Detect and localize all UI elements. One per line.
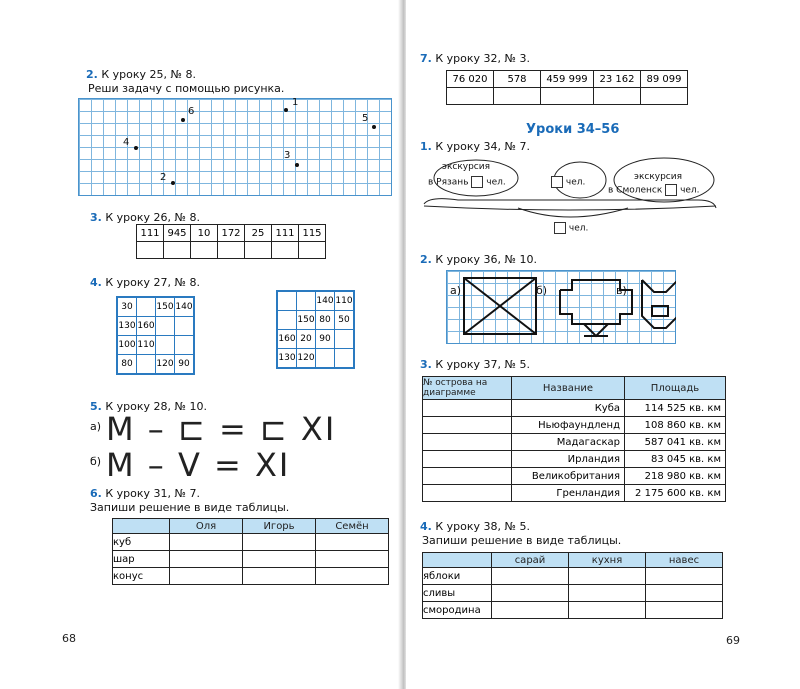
table-cell	[641, 88, 688, 105]
point-1	[284, 108, 288, 112]
table-cell	[423, 451, 512, 468]
table-row	[423, 417, 726, 434]
table-cell: Великобритания	[512, 468, 625, 485]
table-cell: смородина	[423, 602, 492, 619]
table-cell	[316, 568, 389, 585]
ex6-number: 6.	[90, 487, 102, 500]
table-cell	[316, 551, 389, 568]
table-cell: 130	[277, 349, 297, 369]
point-label-5: 5	[362, 113, 369, 124]
table-cell: 89 099	[641, 71, 688, 88]
ex2-subtitle: Реши задачу с помощью рисунка.	[88, 82, 285, 95]
table-cell	[423, 434, 512, 451]
point-label-2: 2	[160, 172, 167, 183]
table-row	[423, 434, 726, 451]
table-cell: 50	[335, 311, 355, 330]
table-cell	[569, 568, 646, 585]
table-cell	[569, 585, 646, 602]
ex4r-answer-table	[422, 552, 723, 619]
table-header: навес	[646, 553, 723, 568]
table-header: Оля	[170, 519, 243, 534]
ex1-right-label-top: экскурсия	[634, 172, 683, 182]
ex4-number: 4.	[90, 276, 102, 289]
ex6-answer-table	[112, 518, 389, 585]
fig-c-label: в)	[616, 284, 627, 297]
ex7-number: 7.	[420, 52, 432, 65]
table-cell: 111	[272, 225, 299, 242]
table-cell: 150	[156, 297, 175, 317]
table-cell	[492, 568, 569, 585]
ex5-number: 5.	[90, 400, 102, 413]
table-row	[423, 400, 726, 417]
ex2-number: 2.	[86, 68, 98, 81]
table-cell: 114 525 кв. км	[625, 400, 726, 417]
table-cell: 108 860 кв. км	[625, 417, 726, 434]
table-cell: конус	[113, 568, 170, 585]
table-cell	[447, 88, 494, 105]
point-4	[134, 146, 138, 150]
ex2r-title: К уроку 36, № 10.	[435, 253, 537, 266]
table-row	[423, 568, 723, 585]
table-cell	[175, 317, 195, 336]
table-cell	[646, 602, 723, 619]
table-cell	[170, 551, 243, 568]
table-header: Игорь	[243, 519, 316, 534]
ex7-number-table	[446, 70, 688, 105]
table-cell: 578	[494, 71, 541, 88]
table-row	[113, 534, 389, 551]
answer-box[interactable]	[554, 222, 566, 234]
table-cell	[494, 88, 541, 105]
ex1-right-label	[608, 184, 700, 196]
table-cell: 459 999	[541, 71, 594, 88]
table-cell: 10	[191, 225, 218, 242]
table-row	[447, 88, 688, 105]
table-cell	[137, 242, 164, 259]
ex5-a-label: а)	[90, 420, 102, 433]
table-row	[277, 330, 354, 349]
table-cell	[569, 602, 646, 619]
page-number-right: 69	[726, 634, 740, 647]
section-title: Уроки 34–56	[526, 122, 620, 137]
table-cell	[170, 534, 243, 551]
table-cell	[277, 311, 297, 330]
table-cell	[646, 585, 723, 602]
table-header: Семён	[316, 519, 389, 534]
ex1-right-unit: чел.	[680, 185, 700, 196]
table-cell	[137, 355, 156, 375]
point-label-3: 3	[284, 150, 291, 161]
table-cell	[156, 336, 175, 355]
table-cell: 140	[316, 291, 335, 311]
table-row	[113, 519, 389, 534]
table-cell	[245, 242, 272, 259]
table-cell: куб	[113, 534, 170, 551]
table-cell: Мадагаскар	[512, 434, 625, 451]
point-3	[295, 163, 299, 167]
islands-table	[422, 376, 726, 502]
fig-a-label: а)	[450, 284, 462, 297]
ex1-title: К уроку 34, № 7.	[435, 140, 530, 153]
answer-box[interactable]	[471, 176, 483, 188]
table-cell	[423, 417, 512, 434]
table-cell: 83 045 кв. км	[625, 451, 726, 468]
table-cell	[316, 534, 389, 551]
point-5	[372, 125, 376, 129]
point-6	[181, 118, 185, 122]
table-row	[423, 553, 723, 568]
table-cell	[594, 88, 641, 105]
table-cell: Гренландия	[512, 485, 625, 502]
table-row	[423, 377, 726, 400]
table-cell: яблоки	[423, 568, 492, 585]
table-cell: 110	[137, 336, 156, 355]
right-page	[406, 0, 800, 689]
page-number-left: 68	[62, 632, 76, 645]
table-cell	[170, 568, 243, 585]
table-cell: 90	[316, 330, 335, 349]
table-header: кухня	[569, 553, 646, 568]
ex1-middle	[551, 176, 585, 188]
table-cell	[137, 297, 156, 317]
table-row	[117, 297, 194, 317]
ex7-title: К уроку 32, № 3.	[435, 52, 530, 65]
table-cell: 25	[245, 225, 272, 242]
table-row	[423, 602, 723, 619]
table-cell: 130	[117, 317, 137, 336]
table-cell: Ньюфаундленд	[512, 417, 625, 434]
table-row	[113, 551, 389, 568]
table-cell: 587 041 кв. км	[625, 434, 726, 451]
table-cell: 172	[218, 225, 245, 242]
ex3r-header	[420, 358, 530, 371]
matchstick-figures	[446, 270, 676, 344]
ex4-title: К уроку 27, № 8.	[105, 276, 200, 289]
table-cell	[164, 242, 191, 259]
table-header	[113, 519, 170, 534]
table-cell	[646, 568, 723, 585]
ex1-header	[420, 140, 530, 153]
table-cell	[243, 568, 316, 585]
table-cell	[175, 336, 195, 355]
ex4r-header	[420, 520, 530, 533]
table-cell	[492, 585, 569, 602]
table-cell	[541, 88, 594, 105]
table-cell: 80	[117, 355, 137, 375]
table-cell	[272, 242, 299, 259]
ex2r-header	[420, 253, 537, 266]
ex1-bottom	[554, 222, 588, 234]
matchstick-equation-a: M – ⊏ = ⊏ XI	[106, 410, 337, 448]
ex5-b-label: б)	[90, 455, 102, 468]
table-cell: Ирландия	[512, 451, 625, 468]
table-cell	[423, 400, 512, 417]
answer-box[interactable]	[665, 184, 677, 196]
ex6-title: К уроку 31, № 7.	[105, 487, 200, 500]
ex3-number: 3.	[90, 211, 102, 224]
matchstick-equation-b: M – V = XI	[106, 446, 291, 484]
table-header: Название	[512, 377, 625, 400]
table-row	[117, 355, 194, 375]
table-cell	[335, 330, 355, 349]
table-cell: 2 175 600 кв. км	[625, 485, 726, 502]
table-cell: Куба	[512, 400, 625, 417]
ex3r-number: 3.	[420, 358, 432, 371]
table-cell: 111	[137, 225, 164, 242]
table-cell: 20	[297, 330, 316, 349]
table-cell	[335, 349, 355, 369]
point-label-6: 6	[188, 106, 195, 117]
table-row	[423, 485, 726, 502]
magic-square-2	[276, 290, 355, 369]
ex1-bottom-unit: чел.	[568, 223, 589, 234]
ex6-header	[90, 487, 200, 500]
table-cell	[243, 534, 316, 551]
table-cell	[218, 242, 245, 259]
table-cell: 100	[117, 336, 137, 355]
table-cell: шар	[113, 551, 170, 568]
table-cell	[191, 242, 218, 259]
table-cell	[299, 242, 326, 259]
table-row	[137, 242, 326, 259]
table-cell	[243, 551, 316, 568]
table-cell: сливы	[423, 585, 492, 602]
ex3r-title: К уроку 37, № 5.	[435, 358, 530, 371]
ex1-left-unit: чел.	[486, 177, 506, 188]
answer-box[interactable]	[551, 176, 563, 188]
fig-b-label: б)	[536, 284, 548, 297]
table-cell: 150	[297, 311, 316, 330]
ex3-header	[90, 211, 200, 224]
ex1-right-label-bottom: в Смоленск	[608, 185, 663, 196]
table-header: Площадь	[625, 377, 726, 400]
ex2-title: К уроку 25, № 8.	[101, 68, 196, 81]
point-label-1: 1	[292, 97, 299, 108]
ex4r-title: К уроку 38, № 5.	[435, 520, 530, 533]
ex3-number-table	[136, 224, 326, 259]
table-cell: 115	[299, 225, 326, 242]
ex1-left-label-bottom: в Рязань	[428, 177, 469, 188]
magic-square-1	[116, 296, 195, 375]
table-cell	[316, 349, 335, 369]
ex2-header	[86, 68, 196, 81]
table-cell: 160	[277, 330, 297, 349]
ex1-middle-unit: чел.	[565, 177, 586, 188]
table-row	[277, 311, 354, 330]
point-label-4: 4	[123, 137, 130, 148]
table-row	[447, 71, 688, 88]
ex7-header	[420, 52, 530, 65]
table-cell	[423, 468, 512, 485]
table-cell: 120	[297, 349, 316, 369]
table-cell	[423, 485, 512, 502]
table-row	[423, 451, 726, 468]
ex2r-number: 2.	[420, 253, 432, 266]
ex1-left-label-top: экскурсия	[442, 162, 491, 172]
table-cell	[297, 291, 316, 311]
table-cell: 90	[175, 355, 195, 375]
table-cell: 140	[175, 297, 195, 317]
table-row	[137, 225, 326, 242]
table-row	[113, 568, 389, 585]
ex4r-number: 4.	[420, 520, 432, 533]
table-header	[423, 553, 492, 568]
table-header: сарай	[492, 553, 569, 568]
table-row	[423, 585, 723, 602]
ex3-title: К уроку 26, № 8.	[105, 211, 200, 224]
table-cell: 23 162	[594, 71, 641, 88]
ex5-title: К уроку 28, № 10.	[105, 400, 207, 413]
table-cell: 76 020	[447, 71, 494, 88]
table-cell	[277, 291, 297, 311]
table-cell	[492, 602, 569, 619]
table-row	[117, 317, 194, 336]
table-cell: 945	[164, 225, 191, 242]
ex4r-subtitle: Запиши решение в виде таблицы.	[422, 534, 622, 547]
point-2	[171, 181, 175, 185]
ex6-subtitle: Запиши решение в виде таблицы.	[90, 501, 290, 514]
table-cell: 160	[137, 317, 156, 336]
table-row	[117, 336, 194, 355]
table-cell	[156, 317, 175, 336]
table-header: № острова на диаграмме	[423, 377, 512, 400]
table-cell: 30	[117, 297, 137, 317]
ex4-header	[90, 276, 200, 289]
ex1-left-label	[428, 176, 506, 188]
table-cell: 80	[316, 311, 335, 330]
table-row	[277, 349, 354, 369]
table-cell: 110	[335, 291, 355, 311]
table-row	[277, 291, 354, 311]
table-cell: 218 980 кв. км	[625, 468, 726, 485]
table-row	[423, 468, 726, 485]
ex1-number: 1.	[420, 140, 432, 153]
table-cell: 120	[156, 355, 175, 375]
